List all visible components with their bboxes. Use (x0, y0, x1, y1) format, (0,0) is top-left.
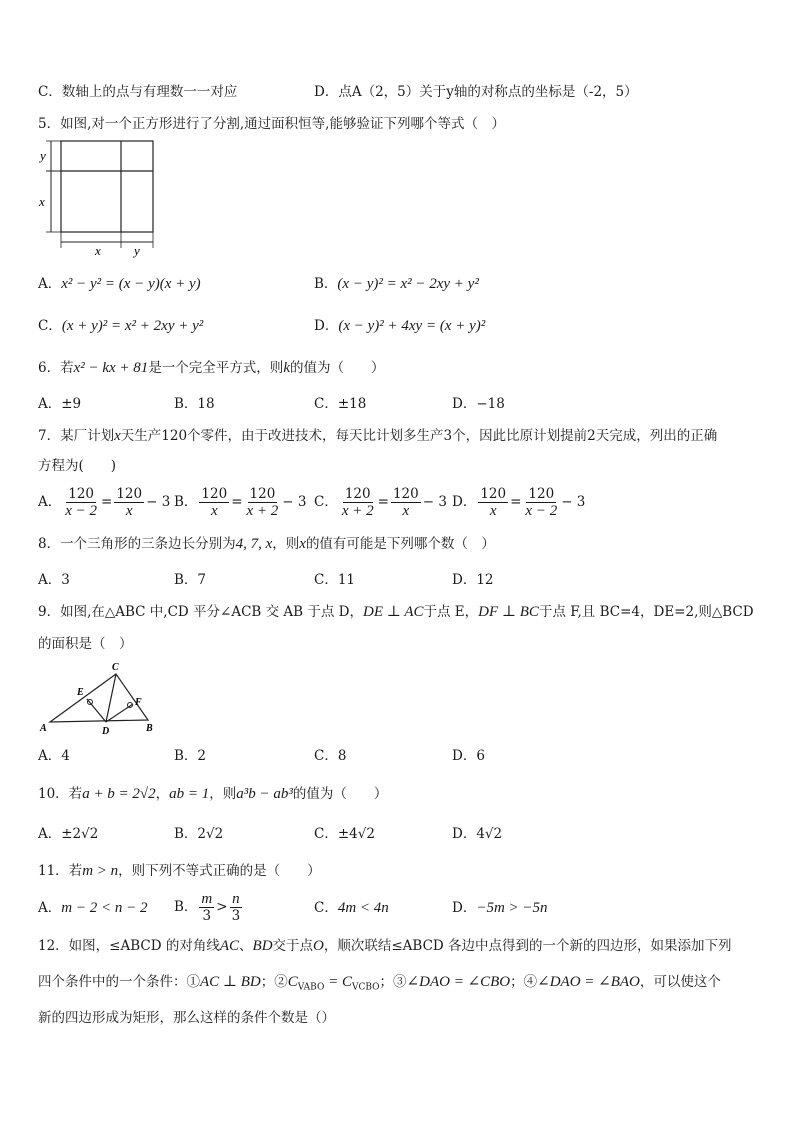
q8-option-c: C．11 (314, 572, 356, 588)
q9-stem-line2: 的面积是（ ） (38, 636, 133, 652)
q9-label-b: B (146, 723, 153, 734)
q6-option-c: C．±18 (314, 396, 367, 412)
q10-option-c: C．±4√2 (314, 826, 375, 842)
q6-option-b: B．18 (174, 396, 215, 412)
q8-stem: 8．一个三角形的三条边长分别为4, 7, x，则x的值有可能是下列哪个数（ ） (38, 536, 495, 552)
q5-option-c: C．(x + y)² = x² + 2xy + y² (38, 318, 204, 334)
q7-option-d: D． $\frac{120}{x}$ = $\frac{120}{x - 2}$ − 3 (452, 486, 586, 519)
q12-stem-line1: 12．如图，≤ABCD 的对角线AC、BD交于点O，顺次联结≤ABCD 各边中点得到的一个新的四边形，如果添加下列 (38, 938, 732, 954)
q11-option-d: D．−5m > −5n (452, 900, 548, 916)
q5-fig-y-left: y (40, 148, 46, 163)
q9-label-e: E (77, 687, 84, 698)
q9-label-a: A (40, 723, 47, 734)
q11-option-c: C．4m < 4n (314, 900, 389, 916)
q5-fig-y-bottom: y (134, 243, 140, 258)
q9-label-f: F (135, 697, 142, 708)
q9-label-d: D (102, 726, 110, 737)
q6-option-a: A．±9 (38, 396, 82, 412)
q9-stem-line1: 9．如图,在△ABC 中,CD 平分∠ACB 交 AB 于点 D，DE ⊥ AC于点 E，DF ⊥ BC于点 F,且 BC=4，DE=2,则△BCD (38, 604, 754, 620)
q7-stem-line1: 7．某厂计划x天生产120个零件，由于改进技术，每天比计划多生产3个，因此比原计划提前2天完成，列出的正确 (38, 428, 718, 444)
q4-option-c: C．数轴上的点与有理数一一对应 (38, 84, 238, 100)
q5-fig-x-left: x (39, 194, 45, 209)
q5-option-a: A．x² − y² = (x − y)(x + y) (38, 276, 201, 292)
q5-option-b: B．(x − y)² = x² − 2xy + y² (314, 276, 479, 292)
q12-stem-line3: 新的四边形成为矩形，那么这样的条件个数是（） (38, 1010, 335, 1026)
q10-option-a: A．±2√2 (38, 826, 99, 842)
q9-label-c: C (112, 662, 119, 673)
q9-option-b: B．2 (174, 748, 207, 764)
q5-stem: 5．如图,对一个正方形进行了分割,通过面积恒等,能够验证下列哪个等式（ ） (38, 116, 505, 132)
q9-triangle-figure (34, 660, 164, 738)
q10-stem: 10．若a + b = 2√2，ab = 1，则a³b − ab³的值为（ ） (38, 786, 388, 802)
q6-option-d: D．−18 (452, 396, 505, 412)
q7-option-c: C． $\frac{120}{x + 2}$ = $\frac{120}{x}$ − 3 (314, 486, 447, 519)
q9-option-c: C．8 (314, 748, 347, 764)
q11-option-a: A．m − 2 < n − 2 (38, 900, 148, 916)
q7-option-a: A． $\frac{120}{x - 2}$ = $\frac{120}{x}$ − 3 (38, 486, 171, 519)
q7-option-b: B． $\frac{120}{x}$ = $\frac{120}{x + 2}$ − 3 (174, 486, 307, 519)
q6-stem: 6．若x² − kx + 81是一个完全平方式，则k的值为（ ） (38, 360, 385, 376)
q10-option-d: D．4√2 (452, 826, 503, 842)
q9-option-d: D．6 (452, 748, 485, 764)
q4-option-d: D．点A（2，5）关于y轴的对称点的坐标是（-2，5） (314, 84, 638, 100)
q11-stem: 11．若m > n，则下列不等式正确的是（ ） (38, 863, 321, 879)
q5-square-figure (34, 138, 164, 258)
q9-option-a: A．4 (38, 748, 70, 764)
q11-option-b: B． $\frac{m}{3}$ > $\frac{n}{3}$ (174, 891, 241, 924)
q5-option-d: D．(x − y)² + 4xy = (x + y)² (314, 318, 486, 334)
q8-option-d: D．12 (452, 572, 494, 588)
q10-option-b: B．2√2 (174, 826, 224, 842)
q5-fig-x-bottom: x (95, 243, 101, 258)
q8-option-a: A．3 (38, 572, 70, 588)
q12-stem-line2: 四个条件中的一个条件：①AC ⊥ BD；$②C_{VABO} = C_{VCBO}$；③∠DAO = ∠CBO；④∠DAO = ∠BAO，可以使这个 (38, 974, 721, 993)
q7-stem-line2: 方程为( ) (38, 458, 117, 474)
q8-option-b: B．7 (174, 572, 207, 588)
